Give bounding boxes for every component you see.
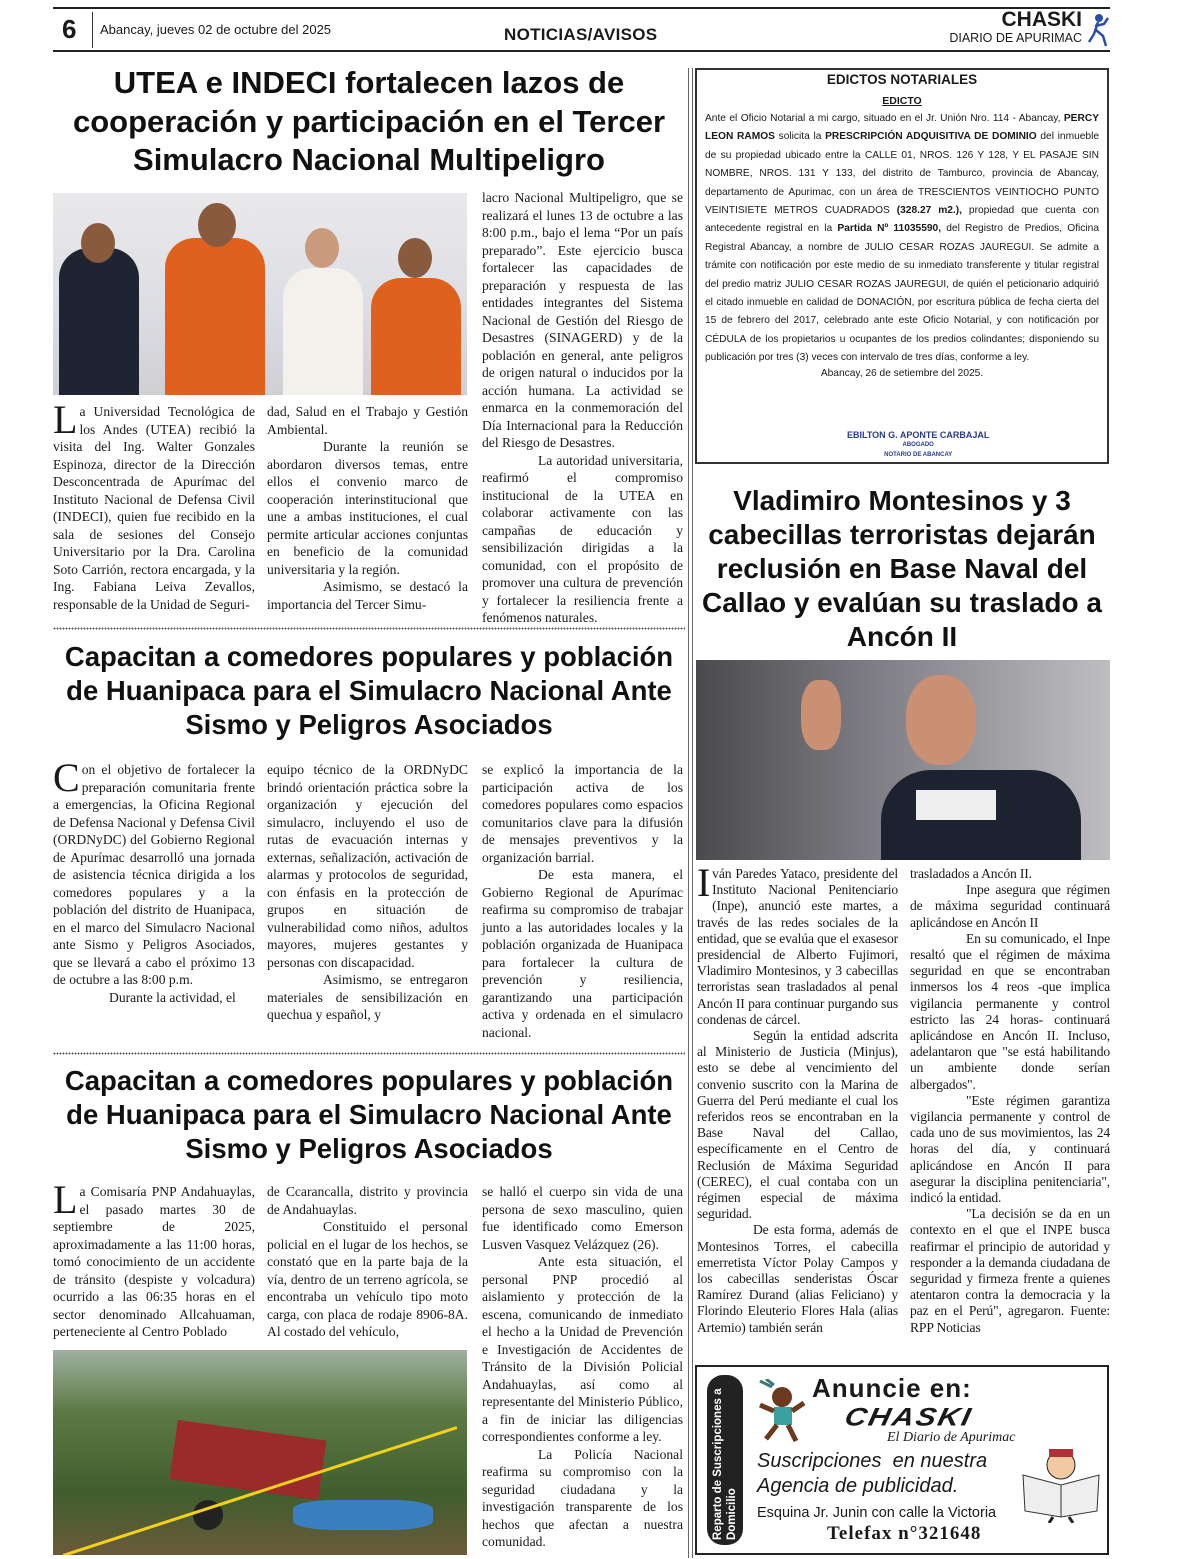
header-divider bbox=[92, 12, 93, 48]
paragraph: se explicó la importancia de la participación activa de los comedores populares como espacios comunitarios clave para la difusión de mensajes preventivos y la organización barrial. bbox=[482, 762, 683, 865]
ad-logo: CHASKI bbox=[842, 1403, 976, 1432]
column-divider bbox=[688, 68, 693, 1558]
article-photo-montesinos bbox=[696, 660, 1110, 860]
paragraph: de Ccarancalla, distrito y provincia de Andahuaylas. bbox=[267, 1184, 468, 1217]
article-column bbox=[267, 1183, 468, 1341]
paragraph: dad, Salud en el Trabajo y Gestión Ambiental. bbox=[267, 404, 468, 437]
ad-headline: Anuncie en: bbox=[812, 1373, 972, 1403]
paragraph: Durante la reunión se abordaron diversos temas, entre ellos el convenio marco de cooperación interinstitucional que une a ambas instituciones, el cual permite articular acciones conjuntas en beneficio de la comunidad universitaria y la región. bbox=[267, 439, 468, 577]
issue-date: Abancay, jueves 02 de octubre del 2025 bbox=[100, 22, 332, 37]
ad-phone: Telefax n°321648 bbox=[827, 1523, 982, 1544]
stamp-office: NOTARIO DE ABANCAY bbox=[884, 452, 953, 458]
edict-text: del inmueble de su propiedad ubicado entre la CALLE 01, NROS. 126 Y 128, Y EL PASAJE SIN NOMBRE, NROS. 131 Y 133, del distrito de Tamburco, provincia de Abancay, departamento de Apurimac, con un área de TRESCIENTOS VEINTIOCHO PUNTO VEINTISIETE METROS CUADRADOS bbox=[705, 131, 1100, 217]
article-column bbox=[482, 761, 683, 1041]
ad-address: Esquina Jr. Junin con calle la Victoria bbox=[757, 1505, 997, 1521]
chaski-runner-icon bbox=[1086, 12, 1110, 48]
article-subheading: Inpe asegura que régimen de máxima seguridad continuará aplicándose en Ancón II bbox=[910, 882, 1110, 930]
edict-subheading: EDICTO bbox=[882, 95, 922, 107]
paragraph: De esta manera, el Gobierno Regional de Apurímac reafirma su compromiso de trabajar junto a las autoridades locales y la población organizada de Huanipaca para fortalecer la cultura de prevención y resiliencia, garantizando una participación activa y ordenada en el simulacro nacional. bbox=[482, 867, 683, 1040]
paragraph: La Comisaría PNP Andahuaylas, el pasado martes 30 de septiembre de 2025, aproximadamente a las 11:00 horas, tomó conocimiento de un accidente de tránsito (despiste y volcadura) ocurrido a las 06:35 horas en el sector denominado Allcahuaman, perteneciente al Centro Poblado bbox=[53, 1177, 255, 1339]
paragraph: De esta forma, además de Montesinos Torres, el cabecilla emerretista Víctor Polay Campos y los cabecillas senderistas Óscar Ramírez Durand (alias Feliciano) y Florindo Eleuterio Flores Hala (alias Artemio) también serán bbox=[697, 1222, 898, 1335]
article-column bbox=[53, 755, 255, 1006]
paragraph: Asimismo, se entregaron materiales de sensibilización en quechua y español, y bbox=[267, 972, 468, 1022]
article-column bbox=[267, 761, 468, 1024]
edict-heading: EDICTOS NOTARIALES bbox=[826, 72, 978, 87]
stamp-name: EBILTON G. APONTE CARBAJAL bbox=[847, 430, 990, 440]
paragraph: "Este régimen garantiza vigilancia permanente y control de cada uno de sus movimientos, las 24 horas del día, y continuará aplicándose en Ancón II para asegurar la disciplina penitenciaria", indicó la entidad. bbox=[910, 1092, 1110, 1206]
ad-logo-subtitle: El Diario de Apurimac bbox=[887, 1430, 1016, 1445]
paragraph: Ante esta situación, el personal PNP procedió al aislamiento y protección de la escena, comunicando de inmediato el hecho a la Unidad de Prevención e Investigación de Accidentes de Tránsito de la División Policial Andahuaylas, así como al representante del Ministerio Público, a fin de iniciar las diligencias correspondientes conforme a ley. bbox=[482, 1254, 683, 1444]
article-title: Vladimiro Montesinos y 3 cabecillas terroristas dejarán reclusión en Base Naval del Callao y evalúan su traslado a Ancón II bbox=[702, 485, 1102, 652]
paragraph: Con el objetivo de fortalecer la preparación comunitaria frente a emergencias, la Oficina Regional de Defensa Nacional y Defensa Civil (ORDNyDC) del Gobierno Regional de Apurímac desarrolló una jornada de asistencia técnica dirigida a los comedores populares y a la población del distrito de Huanipaca, en el marco del Simulacro Nacional ante Sismo y Peligros Asociados, que se llevará a cabo el próximo 13 de octubre a las 8:00 p.m. bbox=[53, 755, 255, 987]
edict-text-bold: (328.27 m2.), bbox=[896, 205, 962, 217]
brand-subtitle: DIARIO DE APURIMAC bbox=[949, 31, 1082, 45]
notarial-edict bbox=[695, 68, 1109, 464]
article-title: Capacitan a comedores populares y población de Huanipaca para el Simulacro Nacional Ante Sismo y Peligros Asociados bbox=[64, 1065, 674, 1164]
paragraph: En su comunicado, el Inpe resaltó que el régimen de máxima seguridad en que se encontraban inmersos los 4 reos -que implica vigilancia permanente y control estricto las 24 horas- continuará aplicándose en Ancón II. Incluso, adelantaron que "se está habilitando un ambiente donde serían albergados". bbox=[910, 930, 1110, 1092]
chaski-advertisement bbox=[695, 1365, 1109, 1555]
edict-text-bold: PRESCRIPCIÓN ADQUISITIVA DE DOMINIO bbox=[825, 131, 1037, 143]
edict-text-bold: PERCY LEON RAMOS bbox=[705, 113, 1099, 143]
paragraph: equipo técnico de la ORDNyDC brindó orientación práctica sobre la organización y ejecución del simulacro, incluyendo el uso de rutas de evacuación internas y externas, señalización, activación de alarmas y protocolos de seguridad, con énfasis en la protección de grupos en situación de vulnerabilidad como niños, adultos mayores, mujeres gestantes y personas con discapacidad. bbox=[267, 762, 468, 970]
paragraph: Constituido el personal policial en el lugar de los hechos, se constató que en la parte baja de la vía, dentro de un terreno agrícola, se encontraba un vehículo tipo moto carga, con placa de rodaje 8906-8A. Al costado del vehículo, bbox=[267, 1219, 468, 1339]
ad-line: Suscripciones en nuestra bbox=[757, 1450, 988, 1472]
section-separator bbox=[53, 627, 685, 630]
paragraph: se halló el cuerpo sin vida de una persona de sexo masculino, quien fue identificado como Emerson Lusven Vasquez Velázquez (26). bbox=[482, 1184, 683, 1252]
article-photo-officials bbox=[53, 193, 467, 395]
notary-stamp bbox=[847, 430, 989, 460]
edict-text: del Registro de Predios, Oficina Registral Abancay, a nombre de JULIO CESAR ROZAS JAUREGUI. Se admite a trámite con notificación por este medio de su inmediato transferente y titular registral del predio matriz JULIO CESAR ROZAS JAUREGUI, de quién el peticionario adquirió el citado inmueble en calidad de DONACIÓN, por escritura pública de fecha cierta del 15 de febrero del 2017, celebrado ante este Oficio Notarial, y con notificación por CÉDULA de los propietarios u ocupantes de los predios colindantes; disponiendo su publicación por tres (3) veces con intervalo de tres días, conforme a ley. bbox=[705, 223, 1099, 364]
paragraph: "La decisión se da en un contexto en el que el INPE busca reafirmar el principio de autoridad y responder a la demanda ciudadana de seguridad y firmeza frente a quienes atentaron contra la democracia y la paz en el Perú", agregaron. Fuente: RPP Noticias bbox=[910, 1206, 1110, 1335]
paragraph: trasladados a Ancón II. bbox=[910, 866, 1032, 881]
ad-subscriptions-text bbox=[757, 1449, 987, 1499]
brand-name: CHASKI bbox=[1001, 8, 1082, 31]
article-column bbox=[53, 397, 255, 613]
section-separator bbox=[53, 1052, 685, 1055]
ad-side-label: Reparto de Suscripciones a bbox=[712, 1388, 724, 1540]
article-title: Capacitan a comedores populares y población de Huanipaca para el Simulacro Nacional Ante Sismo y Peligros Asociados bbox=[64, 641, 674, 740]
edict-text: Ante el Oficio Notarial a mi cargo, situado en el Jr. Unión Nro. 114 - Abancay, bbox=[705, 113, 1064, 124]
masthead bbox=[949, 9, 1082, 45]
paragraph: Durante la actividad, el bbox=[109, 989, 236, 1005]
article-column bbox=[267, 403, 468, 613]
article-column bbox=[482, 189, 683, 627]
paragraph: Asimismo, se destacó la importancia del Tercer Simu- bbox=[267, 579, 468, 612]
page-number: 6 bbox=[62, 14, 77, 44]
paragraph: La Universidad Tecnológica de los Andes (UTEA) recibió la visita del Ing. Walter Gonzales Espinoza, director de la Dirección Desconcentrada de Apurímac del Instituto Nacional de Defensa Civil (INDECI), quien fue recibido en la sala de sesiones del Consejo Universitario por la Dra. Carolina Soto Carrión, rectora encargada, y la Ing. Fabiana Leiva Zevallos, responsable de la Unidad de Seguri- bbox=[53, 397, 255, 612]
section-name: NOTICIAS/AVISOS bbox=[504, 25, 658, 44]
ad-side-banner bbox=[707, 1375, 743, 1545]
edict-text-bold: Partida Nº 11035590, bbox=[837, 223, 942, 235]
paragraph: La Policía Nacional reafirma su compromiso con la seguridad ciudadana y la investigación transparente de los hechos que afectan a nuestra comunidad. bbox=[482, 1446, 683, 1549]
stamp-title: ABOGADO bbox=[902, 442, 934, 448]
edict-text: propiedad que cuenta con antecedente registral en la bbox=[705, 205, 1099, 235]
paragraph: Iván Paredes Yataco, presidente del Instituto Nacional Penitenciario (Inpe), anunció este martes, a través de las redes sociales de la entidad, que se evalúa que el exasesor presidencial de Alberto Fujimori, Vladimiro Montesinos, y 3 cabecillas terroristas sean trasladados al penal Ancón II para continuar purgando sus condenas de cárcel. bbox=[697, 860, 898, 1027]
article-photo-accident bbox=[53, 1350, 467, 1555]
paragraph: La autoridad universitaria, reafirmó el compromiso institucional de la UTEA en colaborar activamente con las campañas de educación y sensibilización dirigidas a la comunidad, con el propósito de promover una cultura de prevención y fortalecer la resiliencia frente a fenómenos naturales. bbox=[482, 452, 683, 625]
ad-side-label: Domicilio bbox=[726, 1488, 738, 1540]
article-column bbox=[53, 1177, 255, 1341]
paragraph: lacro Nacional Multipeligro, que se realizará el lunes 13 de octubre a las 8:00 p.m., bajo el lema “Por un país preparado”. Este ejercicio busca fortalecer las capacidades de preparación y respuesta de las entidades integrantes del Sistema Nacional de Gestión del Riesgo de Desastres (SINAGERD) y de la población en general, ante peligros de origen natural o inducidos por la acción humana. La actividad se enmarca en la conmemoración del Día Internacional para la Reducción del Riesgo de Desastres. bbox=[482, 190, 683, 450]
ad-line: Agencia de publicidad. bbox=[757, 1475, 959, 1497]
article-column bbox=[910, 866, 1110, 1336]
edict-body bbox=[705, 110, 1099, 368]
runner-mascot-icon bbox=[752, 1379, 812, 1449]
article-column bbox=[697, 860, 898, 1336]
header-rule-bottom bbox=[53, 50, 1110, 52]
edict-text: solicita la bbox=[774, 131, 826, 143]
newspaper-reader-mascot-icon bbox=[1017, 1445, 1105, 1523]
edict-place-date: Abancay, 26 de setiembre del 2025. bbox=[820, 367, 984, 379]
article-title: UTEA e INDECI fortalecen lazos de cooperación y participación en el Tercer Simulacro Nacional Multipeligro bbox=[72, 65, 666, 177]
article-column bbox=[482, 1183, 683, 1551]
paragraph: Según la entidad adscrita al Ministerio de Justicia (Minjus), esto se debe al vencimiento del convenio suscrito con la Marina de Guerra del Perú mediante el cual los referidos reos se encontraban en la Base Naval del Callao, específicamente en el Centro de Reclusión de Máxima Seguridad (CEREC), el cual contaba con un régimen especial de máxima seguridad. bbox=[697, 1028, 898, 1222]
